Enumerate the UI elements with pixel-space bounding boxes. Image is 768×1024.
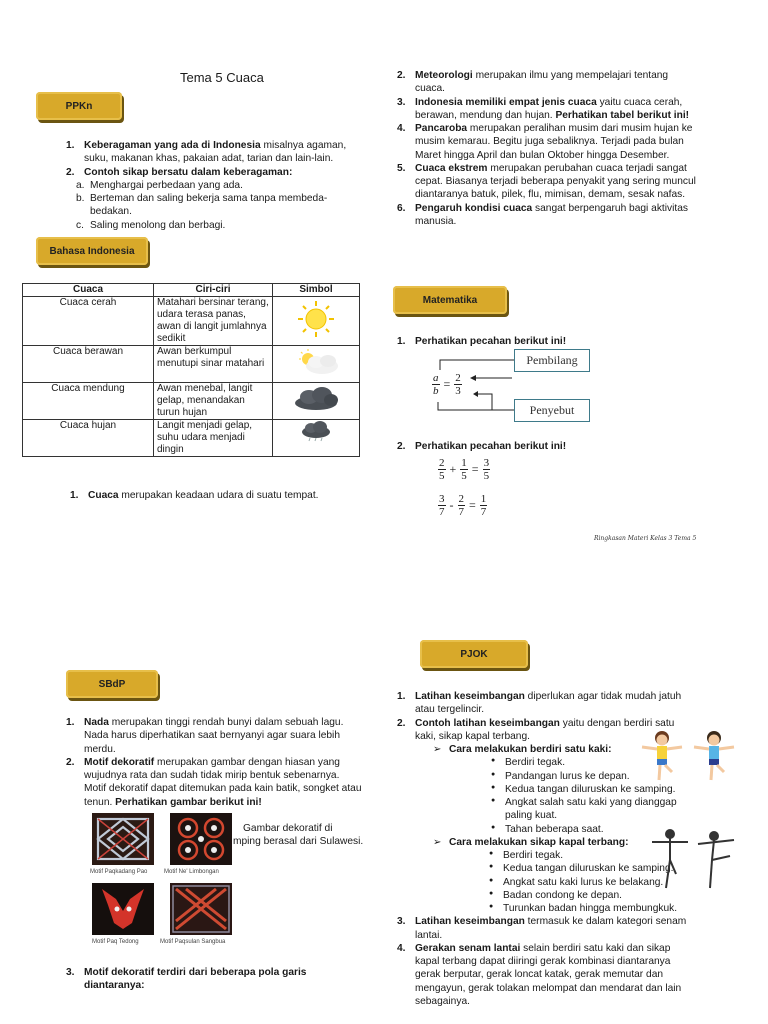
list-item: ● Tahan beberapa saat.: [491, 823, 681, 836]
ppkn-list: [66, 139, 366, 232]
table-row: Cuaca berawan Awan berkumpul menutupi sinar matahari: [23, 346, 360, 383]
bindo-item-1: 1. Cuaca merupakan keadaan udara di suatu tempat.: [70, 490, 319, 501]
dark-cloud-icon: [291, 386, 341, 412]
list-item: 1. Nada merupakan tinggi rendah bunyi dalam sebuah lagu. Nada harus diperhatikan saat bernyanyi agar suara lebih merdu.: [66, 717, 344, 755]
motif-note-line1: Gambar dekoratif di: [243, 823, 333, 834]
list-item: 4. Gerakan senam lantai selain berdiri satu kaki dan sikap kapal terbang dapat diiringi gerak kombinasi diantaranya gerak berputar, gerak loncat katak, gerak memutar dan mengayun, gerak tolakan melompat dan mendarat dan lain sebagainya.: [397, 942, 682, 1007]
list-item: ● Berdiri tegak.: [491, 756, 681, 769]
list-item: 2. Motif dekoratif merupakan gambar dengan hiasan yang wujudnya rata dan sudah tidak mirip bentuk sebenarnya. Motif dekoratif dapat ditemukan pada kain batik, songket atau tenun. Perhatikan gambar berikut ini!: [66, 756, 362, 808]
bahasa-indonesia-badge: Bahasa Indonesia: [36, 237, 148, 265]
list-item: ● Berdiri tegak.: [489, 849, 689, 862]
page-title: Tema 5 Cuaca: [180, 70, 264, 85]
motif-caption: Motif Paqsulan Sangbua: [160, 939, 226, 945]
list-item: 2. Contoh latihan keseimbangan yaitu dengan berdiri satu kaki, sikap kapal terbang.: [397, 717, 675, 742]
satu-kaki-section: ➢ Cara melakukan berdiri satu kaki: ● Berdiri tegak. ● Pandangan lurus ke depan. ● Kedua tangan diluruskan ke samping. ● Angkat salah satu kaki yang dianggap paling kuat. ● Tahan beberapa saat.: [397, 743, 697, 836]
penyebut-label: Penyebut: [514, 399, 590, 422]
list-item: 5. Cuaca ekstrem merupakan perubahan cuaca terjadi sangat cepat. Biasanya terjadi beberapa penyakit yang sering muncul diantaranya batuk, pilek, flu, mimisan, demam, sesak nafas.: [397, 162, 696, 201]
table-header: Simbol: [273, 284, 360, 297]
motif-paqsulan-sangbua-image: [170, 883, 232, 935]
pembilang-label: Pembilang: [514, 349, 590, 372]
list-item: 3. Latihan keseimbangan termasuk ke dalam kategori senam lantai.: [397, 916, 687, 941]
table-header: Ciri-ciri: [154, 284, 273, 297]
kapal-terbang-section: ➢ Cara melakukan sikap kapal terbang: ● Berdiri tegak. ● Kedua tangan diluruskan ke samping. ● Angkat satu kaki lurus ke belakang. ● Badan condong ke depan. ● Turunkan badan hingga membungkuk.: [397, 836, 697, 916]
motif-ne-limbongan-image: [170, 813, 232, 865]
sbdp-list: [66, 716, 364, 809]
motif-caption: Motif Ne' Limbongan: [164, 869, 219, 875]
sbdp-item-3: 3. Motif dekoratif terdiri dari beberapa pola garis diantaranya:: [66, 967, 307, 992]
list-item: 3. Indonesia memiliki empat jenis cuaca yaitu cuaca cerah, berawan, mendung dan hujan. Perhatikan tabel berikut ini!: [397, 96, 690, 121]
table-row: Cuaca hujan Langit menjadi gelap, suhu udara menjadi dingin: [23, 420, 360, 457]
list-item: ● Kedua tangan diluruskan ke samping.: [489, 862, 689, 875]
fraction-difference: $\frac{3}{7}$ - $\frac{2}{7}$ = $\frac{1}{7}$: [439, 493, 487, 519]
fraction-sum: $\frac{2}{5}$ + $\frac{1}{5}$ = $\frac{3}{5}$: [439, 457, 490, 483]
list-item: ● Angkat satu kaki lurus ke belakang.: [489, 876, 689, 889]
list-item: ● Kedua tangan diluruskan ke samping.: [491, 783, 681, 796]
list-item: ● Turunkan badan hingga membungkuk.: [489, 902, 689, 915]
ppkn-item-2: 2. Contoh sikap bersatu dalam keberagaman:: [66, 166, 293, 178]
page-footer: Ringkasan Materi Kelas 3 Tema 5: [594, 535, 697, 542]
balance-kids-illustration: [636, 728, 740, 786]
ppkn-subitem-a: a. Menghargai perbedaan yang ada.: [76, 179, 243, 191]
table-row: Cuaca mendung Awan menebal, langit gelap, menandakan turun hujan: [23, 383, 360, 420]
math-question-1: 1. Perhatikan pecahan berikut ini!: [397, 336, 567, 347]
ppkn-subitem-b: b. Berteman dan saling bekerja sama tanpa membeda-bedakan.: [76, 193, 328, 218]
list-item: ● Pandangan lurus ke depan.: [491, 770, 681, 783]
list-item: ● Badan condong ke depan.: [489, 889, 689, 902]
ppkn-subitem-c: c. Saling menolong dan berbagi.: [76, 219, 226, 231]
list-item: 6. Pengaruh kondisi cuaca sangat berpengaruh bagi aktivitas manusia.: [397, 202, 688, 227]
ppkn-item-1: 1. Keberagaman yang ada di Indonesia misalnya agaman, suku, makanan khas, pakaian adat, tarian dan lain-lain.: [66, 140, 347, 165]
ppkn-badge: PPKn: [36, 92, 122, 120]
motif-paq-tedong-image: [92, 883, 154, 935]
list-item: 2. Meteorologi merupakan ilmu yang mempelajari tentang cuaca.: [397, 70, 669, 95]
motif-caption: Motif Paqkadang Pao: [90, 869, 148, 875]
list-item: 4. Pancaroba merupakan peralihan musim dari musim hujan ke musim kemarau. Begitu juga sebaliknya. Terjadi pada bulan Maret hingga April dan bulan Oktober hingga Desember.: [397, 123, 693, 161]
list-item: 1. Latihan keseimbangan diperlukan agar tidak mudah jatuh atau tergelincir.: [397, 691, 682, 716]
sun-behind-cloud-icon: [288, 347, 344, 377]
pjok-badge: PJOK: [420, 640, 528, 668]
bindo-list-continued: [397, 69, 697, 228]
rain-cloud-icon: [298, 420, 334, 442]
table-row: Cuaca cerah Matahari bersinar terang, udara terasa panas, awan di langit jumlahnya sedikit: [23, 297, 360, 346]
table-header: Cuaca: [23, 284, 154, 297]
airplane-pose-illustration: [648, 826, 740, 892]
motif-paqkadang-pao-image: [92, 813, 154, 865]
motif-caption: Motif Paq Tedong: [92, 939, 139, 945]
math-question-2: 2. Perhatikan pecahan berikut ini!: [397, 441, 567, 452]
sbdp-badge: SBdP: [66, 670, 158, 698]
list-item: ● Angkat salah satu kaki yang dianggap paling kuat.: [491, 796, 681, 823]
weather-table: [22, 283, 360, 457]
matematika-badge: Matematika: [393, 286, 507, 314]
sun-icon: [296, 300, 336, 338]
motif-note-line2: mping berasal dari Sulawesi.: [233, 836, 364, 847]
